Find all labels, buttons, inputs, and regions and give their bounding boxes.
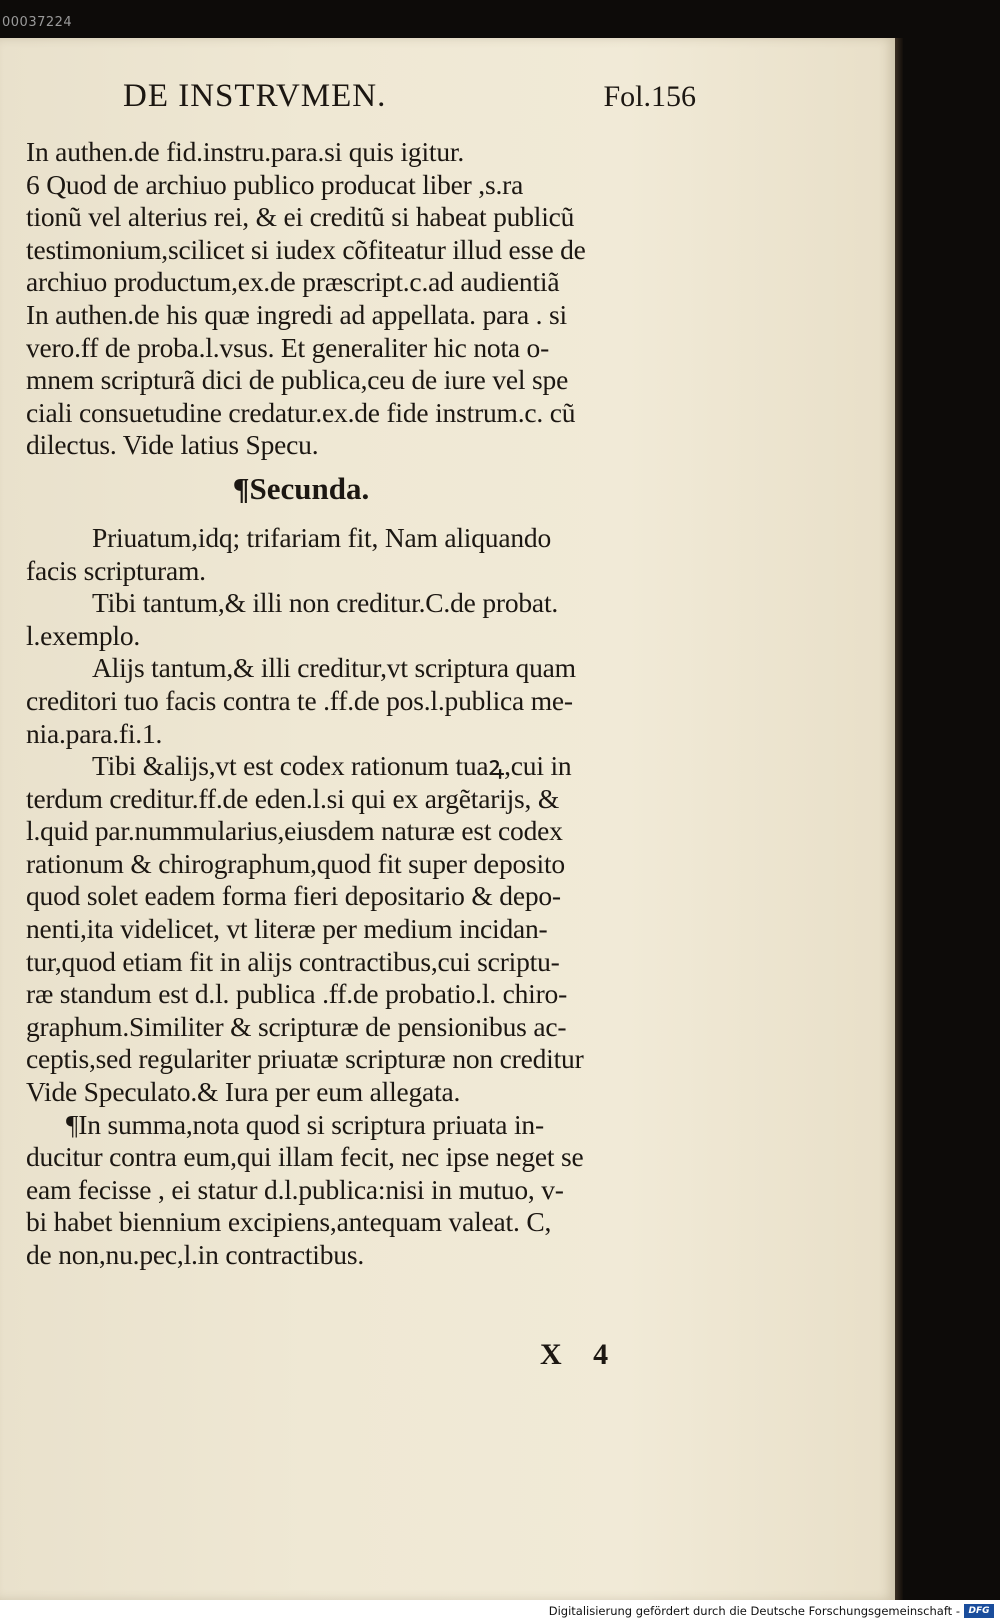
text-line: ræ standum est d.l. publica .ff.de probatio.l. chiro- <box>26 978 568 1010</box>
section-heading: ¶Secunda. <box>232 470 370 506</box>
text-line: graphum.Similiter & scripturæ de pensionibus ac- <box>26 1010 567 1042</box>
text-line: terdum creditur.ff.de eden.l.si qui ex argẽtarijs, & <box>26 782 560 814</box>
running-head <box>26 78 696 122</box>
paragraph <box>26 652 696 750</box>
text-line: l.exemplo. <box>26 619 141 651</box>
folio-number: Fol.156 <box>603 80 696 113</box>
text-line: bi habet biennium excipiens,antequam valeat. C, <box>26 1206 552 1238</box>
text-line: nenti,ita videlicet, vt literæ per medium incidan- <box>26 913 548 945</box>
text-line: archiuo productum,ex.de præscript.c.ad audientiã <box>26 266 560 298</box>
text-line: eam fecisse , ei statur d.l.publica:nisi in mutuo, v- <box>26 1173 564 1205</box>
text-line: creditori tuo facis contra te .ff.de pos.l.publica me- <box>26 684 573 716</box>
paragraph <box>26 522 696 587</box>
running-title: DE INSTRVMEN. <box>123 78 387 114</box>
text-line: ducitur contra eum,qui illam fecit, nec ipse neget se <box>26 1141 584 1173</box>
text-line: Tibi tantum,& illi non creditur.C.de probat. <box>92 587 559 619</box>
text-line: ceptis,sed regulariter priuatæ scripturæ non creditur <box>26 1043 584 1075</box>
text-line: l.quid par.nummularius,eiusdem naturæ est codex <box>26 815 563 847</box>
signature-mark: X 4 <box>540 1338 621 1371</box>
text-line: testimonium,scilicet si iudex cõfiteatur illud esse de <box>26 233 586 265</box>
text-line: facis scripturam. <box>26 554 206 586</box>
text-line: mnem scripturã dici de publica,ceu de iure vel spe <box>26 364 569 396</box>
text-line: rationum & chirographum,quod fit super deposito <box>26 847 565 879</box>
paragraph <box>26 1109 696 1272</box>
text-line: Vide Speculato.& Iura per eum allegata. <box>26 1076 461 1108</box>
text-line: Priuatum,idq; trifariam fit, Nam aliquando <box>92 521 551 553</box>
page-edge <box>895 38 903 1600</box>
dfg-logo: DFG <box>964 1604 994 1618</box>
text-line: 6 Quod de archiuo publico producat liber ,s.ra <box>26 168 524 200</box>
text-line: Tibi &alijs,vt est codex rationum tuaꝝ,cui in <box>92 750 572 782</box>
text-line: dilectus. Vide latius Specu. <box>26 429 319 461</box>
text-line: tur,quod etiam fit in alijs contractibus,cui scriptu- <box>26 945 560 977</box>
text-line: quod solet eadem forma fieri depositario & depo- <box>26 880 561 912</box>
page-text-block <box>26 78 696 1272</box>
text-line: In authen.de fid.instru.para.si quis igitur. <box>26 136 464 167</box>
text-line: tionũ vel alterius rei, & ei creditũ si habeat publicũ <box>26 201 575 233</box>
text-line: ciali consuetudine credatur.ex.de fide instrum.c. cũ <box>26 396 576 428</box>
text-line: de non,nu.pec,l.in contractibus. <box>26 1239 365 1270</box>
scan-id-label: 00037224 <box>2 15 73 30</box>
text-line: vero.ff de proba.l.vsus. Et generaliter hic nota o- <box>26 331 550 363</box>
text-line: nia.para.fi.1. <box>26 717 163 749</box>
paragraph <box>26 587 696 652</box>
paragraph <box>26 750 696 1109</box>
text-line: ¶In summa,nota quod si scriptura priuata in- <box>66 1108 544 1140</box>
footer-credit: Digitalisierung gefördert durch die Deutsche Forschungsgemeinschaft - <box>548 1604 960 1618</box>
text-line: In authen.de his quæ ingredi ad appellata. para . si <box>26 298 567 330</box>
text-line: Alijs tantum,& illi creditur,vt scriptura quam <box>92 652 576 684</box>
top-text <box>26 136 696 462</box>
